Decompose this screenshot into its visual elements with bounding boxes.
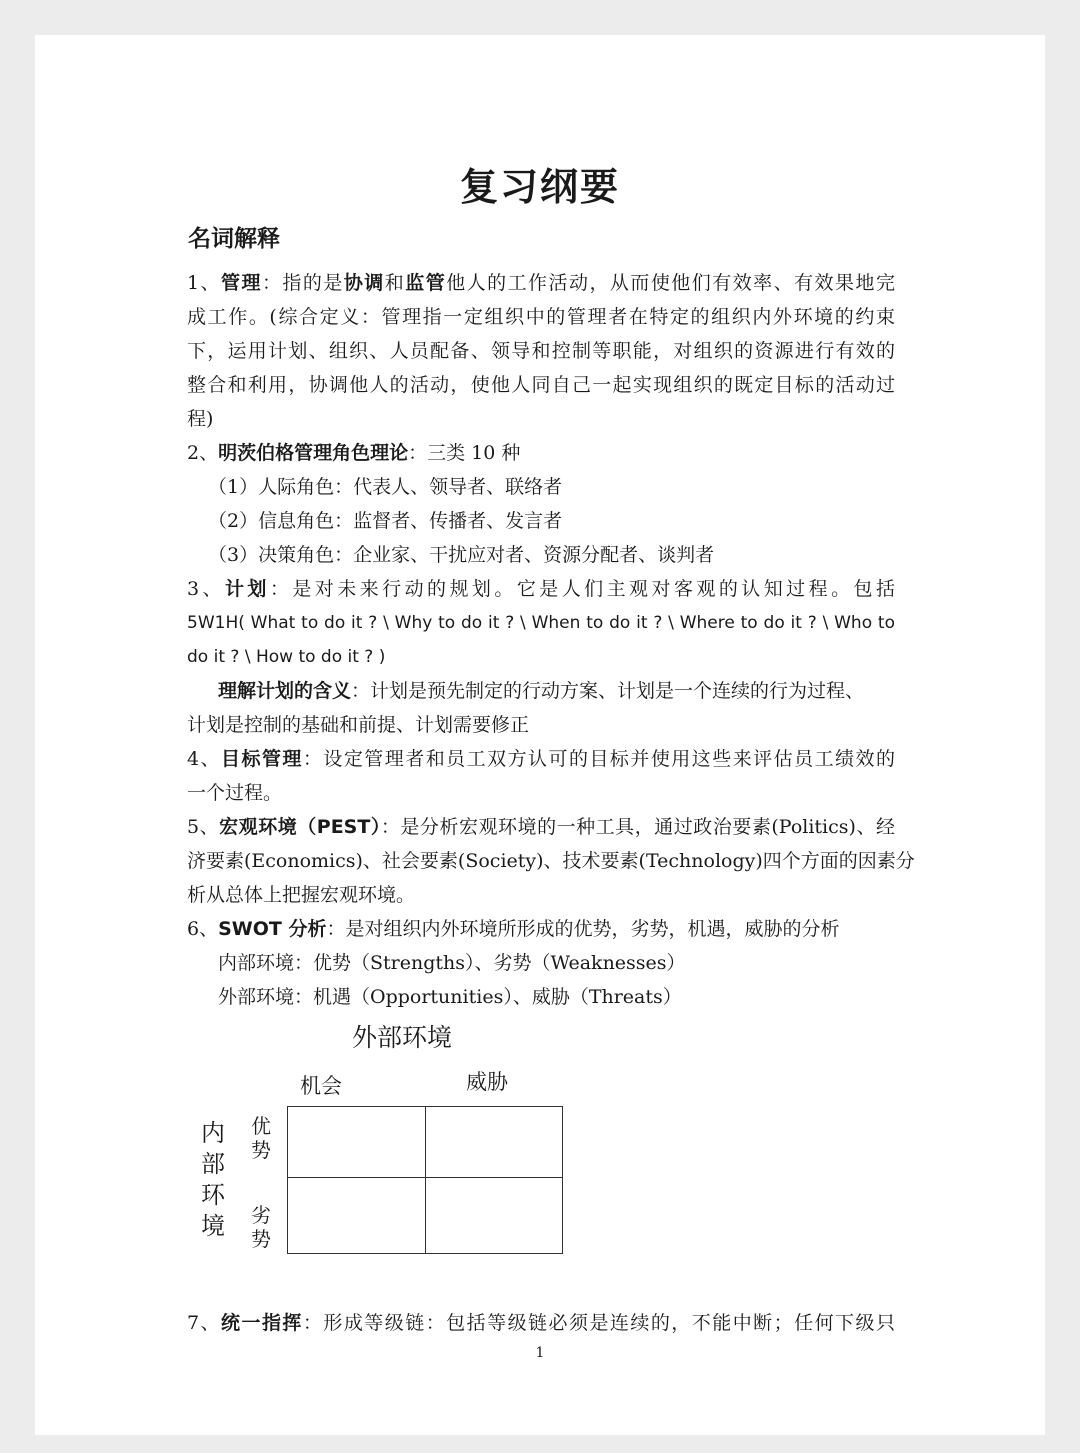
swot-internal-label: 内 部 环 境 [201, 1119, 225, 1240]
item-2-sub-2: （2）信息角色：监督者、传播者、发言者 [208, 510, 563, 532]
item-2-sub-3: （3）决策角色：企业家、干扰应对者、资源分配者、谈判者 [208, 544, 715, 566]
item-5-line-2: 济要素(Economics)、社会要素(Society)、技术要素(Technology)四个方面的因素分 [187, 850, 915, 872]
item-3-line-1: 3、计划：是对未来行动的规划。它是人们主观对客观的认知过程。包括 [187, 578, 895, 600]
section-heading: 名词解释 [188, 226, 280, 252]
item-1-line-2: 成工作。(综合定义：管理指一定组织中的管理者在特定的组织内外环境的约束 [187, 306, 895, 328]
swot-opportunity-label: 机会 [300, 1074, 342, 1098]
page-number: 1 [535, 1345, 545, 1361]
item-6-sub-1: 内部环境：优势（Strengths）、劣势（Weaknesses） [218, 952, 686, 974]
swot-external-label: 外部环境 [352, 1023, 453, 1052]
matrix-horizontal-divider [288, 1177, 562, 1178]
item-1-line-4: 整合和利用，协调他人的活动，使他人同自己一起实现组织的既定目标的活动过 [187, 374, 895, 396]
item-2-line-1: 2、明茨伯格管理角色理论：三类 10 种 [187, 442, 521, 464]
item-6-sub-2: 外部环境：机遇（Opportunities）、威胁（Threats） [218, 986, 682, 1008]
matrix-vertical-divider [425, 1107, 426, 1253]
item-1-line-1: 1、管理：指的是协调和监管他人的工作活动，从而使他们有效率、有效果地完 [187, 272, 895, 294]
item-4-line-2: 一个过程。 [187, 782, 283, 804]
item-6-line-1: 6、SWOT 分析：是对组织内外环境所形成的优势，劣势，机遇，威胁的分析 [187, 918, 840, 940]
item-3-sub-line-2: 计划是控制的基础和前提、计划需要修正 [187, 714, 530, 736]
item-1-line-3: 下，运用计划、组织、人员配备、领导和控制等职能，对组织的资源进行有效的 [187, 340, 895, 362]
item-4-line-1: 4、目标管理：设定管理者和员工双方认可的目标并使用这些来评估员工绩效的 [187, 748, 895, 770]
item-5-line-3: 析从总体上把握宏观环境。 [187, 884, 416, 906]
swot-threat-label: 威胁 [466, 1070, 508, 1094]
page-title: 复习纲要 [459, 165, 620, 209]
item-5-line-1: 5、宏观环境（PEST）：是分析宏观环境的一种工具，通过政治要素(Politics)、经 [187, 816, 895, 838]
swot-matrix [287, 1106, 563, 1254]
item-3-line-2: 5W1H( What to do it ? \ Why to do it ? \ When to do it ? \ Where to do it ? \ Who to [187, 613, 895, 633]
item-2-sub-1: （1）人际角色：代表人、领导者、联络者 [208, 476, 563, 498]
swot-strength-label: 优 势 [251, 1114, 271, 1162]
swot-weakness-label: 劣 势 [251, 1203, 271, 1251]
item-3-sub-line: 理解计划的含义：计划是预先制定的行动方案、计划是一个连续的行为过程、 [218, 680, 865, 702]
item-3-line-3: do it ? \ How to do it ? ) [187, 647, 386, 667]
item-7-line-1: 7、统一指挥：形成等级链：包括等级链必须是连续的，不能中断；任何下级只 [187, 1312, 895, 1334]
item-1-line-5: 程) [187, 408, 214, 430]
